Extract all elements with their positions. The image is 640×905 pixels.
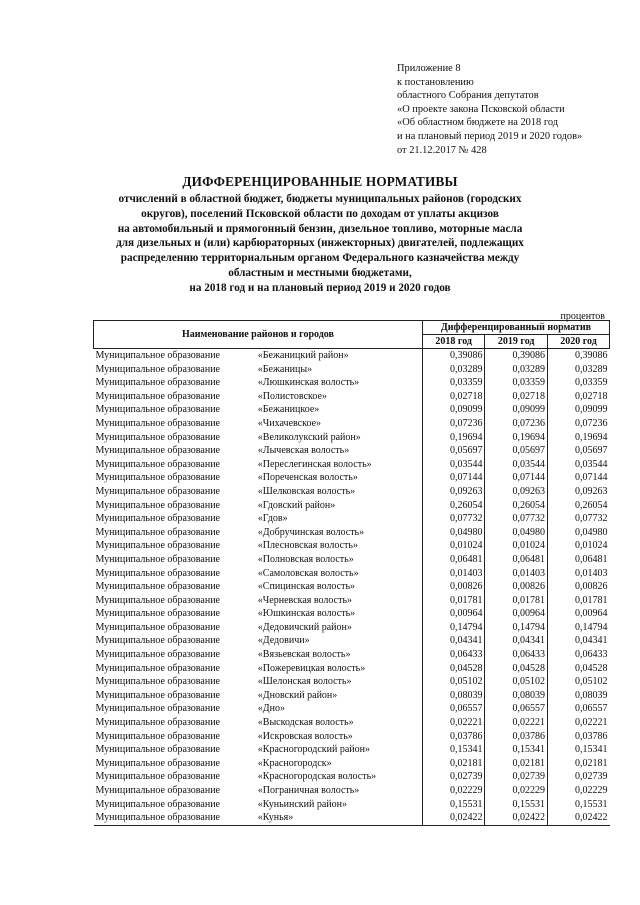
- value-2020-cell: 0,15531: [547, 798, 609, 812]
- value-2020-cell: 0,08039: [547, 689, 609, 703]
- value-2020-cell: 0,03359: [547, 376, 609, 390]
- value-2019-cell: 0,03289: [485, 363, 548, 377]
- value-2020-cell: 0,19694: [547, 431, 609, 445]
- region-name-cell: «Юшкинская волость»: [257, 608, 356, 620]
- annex-line: Приложение 8: [397, 63, 461, 74]
- units-label: процентов: [560, 311, 605, 322]
- org-prefix-cell: Муниципальное образование: [95, 377, 220, 389]
- subtitle-line: округов), поселений Псковской области по доходам от уплаты акцизов: [141, 207, 499, 220]
- region-name-cell: «Лычевская волость»: [257, 445, 350, 457]
- value-2019-cell: 0,05697: [485, 444, 548, 458]
- table-row: [94, 376, 610, 390]
- value-2020-cell: 0,07236: [547, 417, 609, 431]
- value-2020-cell: 0,01781: [547, 594, 609, 608]
- table-row: [94, 403, 610, 417]
- region-name-cell: «Куньинский район»: [257, 798, 347, 810]
- org-prefix-cell: Муниципальное образование: [95, 594, 220, 606]
- region-name-cell: «Плесновская волость»: [257, 540, 358, 552]
- table-row: [94, 580, 610, 594]
- column-header-group: Дифференцированный норматив: [422, 321, 609, 335]
- value-2018-cell: 0,26054: [422, 499, 485, 513]
- value-2018-cell: 0,15531: [422, 798, 485, 812]
- value-2020-cell: 0,07144: [547, 471, 609, 485]
- value-2018-cell: 0,02718: [422, 390, 485, 404]
- value-2018-cell: 0,04980: [422, 526, 485, 540]
- annex-line: от 21.12.2017 № 428: [397, 144, 487, 156]
- annex-line: к постановлению: [397, 76, 474, 88]
- value-2018-cell: 0,05697: [422, 444, 485, 458]
- table-row: [94, 770, 610, 784]
- org-prefix-cell: Муниципальное образование: [95, 485, 220, 497]
- region-name-cell: «Вязьевская волость»: [257, 649, 351, 661]
- value-2020-cell: 0,03289: [547, 363, 609, 377]
- column-header-name: Наименование районов и городов: [94, 321, 423, 349]
- org-prefix-cell: Муниципальное образование: [95, 404, 220, 416]
- value-2020-cell: 0,06557: [547, 702, 609, 716]
- value-2018-cell: 0,04341: [422, 634, 485, 648]
- value-2019-cell: 0,05102: [485, 675, 548, 689]
- region-name-cell: «Гдов»: [257, 513, 288, 525]
- org-prefix-cell: Муниципальное образование: [95, 363, 220, 375]
- table-row: [94, 390, 610, 404]
- value-2018-cell: 0,03786: [422, 730, 485, 744]
- org-prefix-cell: Муниципальное образование: [95, 499, 220, 511]
- value-2018-cell: 0,01024: [422, 539, 485, 553]
- org-prefix-cell: Муниципальное образование: [95, 621, 220, 633]
- table-row: [94, 594, 610, 608]
- table-row: [94, 539, 610, 553]
- table-row: [94, 784, 610, 798]
- region-name-cell: «Гдовский район»: [257, 499, 336, 511]
- value-2020-cell: 0,14794: [547, 621, 609, 635]
- org-prefix-cell: Муниципальное образование: [95, 676, 220, 688]
- org-prefix-cell: Муниципальное образование: [95, 798, 220, 810]
- region-name-cell: «Красногородская волость»: [257, 771, 377, 783]
- value-2019-cell: 0,09099: [485, 403, 548, 417]
- table-row: [94, 662, 610, 676]
- region-name-cell: «Искровская волость»: [257, 730, 353, 742]
- region-name-cell: «Бежаницкий район»: [257, 350, 349, 361]
- subtitle-line: отчислений в областной бюджет, бюджеты муниципальных районов (городских: [118, 193, 522, 205]
- annex-line: «О проекте закона Псковской области: [397, 103, 565, 115]
- region-name-cell: «Полистовское»: [257, 390, 327, 402]
- table-row: [94, 607, 610, 621]
- region-name-cell: «Дедовичи»: [257, 635, 310, 647]
- value-2018-cell: 0,06433: [422, 648, 485, 662]
- value-2019-cell: 0,39086: [485, 349, 548, 363]
- org-prefix-cell: Муниципальное образование: [95, 635, 220, 647]
- value-2020-cell: 0,02181: [547, 757, 609, 771]
- org-prefix-cell: Муниципальное образование: [95, 703, 220, 715]
- org-prefix-cell: Муниципальное образование: [95, 581, 220, 593]
- value-2019-cell: 0,03359: [485, 376, 548, 390]
- table-row: [94, 716, 610, 730]
- table-row: [94, 499, 610, 513]
- table-row: [94, 363, 610, 377]
- value-2018-cell: 0,14794: [422, 621, 485, 635]
- subtitle-line: на автомобильный и прямогонный бензин, дизельное топливо, моторные масла: [117, 222, 523, 235]
- org-prefix-cell: Муниципальное образование: [95, 445, 220, 457]
- org-prefix-cell: Муниципальное образование: [95, 689, 220, 701]
- value-2019-cell: 0,02739: [485, 770, 548, 784]
- value-2019-cell: 0,19694: [485, 431, 548, 445]
- value-2019-cell: 0,07732: [485, 512, 548, 526]
- region-name-cell: «Полновская волость»: [257, 553, 354, 565]
- org-prefix-cell: Муниципальное образование: [95, 417, 220, 429]
- value-2018-cell: 0,03544: [422, 458, 485, 472]
- value-2018-cell: 0,15341: [422, 743, 485, 757]
- document-title: ДИФФЕРЕНЦИРОВАННЫЕ НОРМАТИВЫ: [182, 174, 458, 189]
- table-row: [94, 512, 610, 526]
- value-2020-cell: 0,02718: [547, 390, 609, 404]
- normatives-table: [93, 320, 610, 826]
- value-2018-cell: 0,02739: [422, 770, 485, 784]
- value-2018-cell: 0,07236: [422, 417, 485, 431]
- value-2020-cell: 0,26054: [547, 499, 609, 513]
- table-row: [94, 648, 610, 662]
- org-prefix-cell: Муниципальное образование: [95, 608, 220, 620]
- table-row: [94, 567, 610, 581]
- region-name-cell: «Дновский район»: [257, 689, 338, 701]
- value-2019-cell: 0,06433: [485, 648, 548, 662]
- value-2019-cell: 0,04980: [485, 526, 548, 540]
- value-2018-cell: 0,08039: [422, 689, 485, 703]
- value-2020-cell: 0,39086: [547, 349, 609, 363]
- org-prefix-cell: Муниципальное образование: [95, 757, 220, 769]
- table-row: [94, 471, 610, 485]
- value-2019-cell: 0,02221: [485, 716, 548, 730]
- region-name-cell: «Шелонская волость»: [257, 676, 352, 688]
- value-2018-cell: 0,06557: [422, 702, 485, 716]
- value-2020-cell: 0,01024: [547, 539, 609, 553]
- value-2019-cell: 0,06481: [485, 553, 548, 567]
- org-prefix-cell: Муниципальное образование: [95, 662, 220, 674]
- table-row: [94, 798, 610, 812]
- value-2020-cell: 0,02739: [547, 770, 609, 784]
- value-2018-cell: 0,04528: [422, 662, 485, 676]
- region-name-cell: «Черневская волость»: [257, 594, 353, 606]
- value-2018-cell: 0,09099: [422, 403, 485, 417]
- value-2019-cell: 0,14794: [485, 621, 548, 635]
- value-2020-cell: 0,06433: [547, 648, 609, 662]
- value-2020-cell: 0,15341: [547, 743, 609, 757]
- region-name-cell: «Кунья»: [258, 811, 423, 825]
- region-name-cell: «Красногородск»: [257, 757, 332, 769]
- value-2018-cell: 0,39086: [422, 349, 485, 363]
- table-row: [94, 743, 610, 757]
- value-2020-cell: 0,04980: [547, 526, 609, 540]
- value-2019-cell: 0,03786: [485, 730, 548, 744]
- org-prefix-cell: Муниципальное образование: [95, 771, 220, 783]
- org-prefix-cell: Муниципальное образование: [95, 730, 220, 742]
- value-2018-cell: 0,06481: [422, 553, 485, 567]
- value-2020-cell: 0,00826: [547, 580, 609, 594]
- org-prefix-cell: Муниципальное образование: [94, 811, 258, 825]
- value-2020-cell: 0,02229: [547, 784, 609, 798]
- org-prefix-cell: Муниципальное образование: [95, 350, 220, 361]
- org-prefix-cell: Муниципальное образование: [95, 649, 220, 661]
- annex-line: областного Собрания депутатов: [397, 90, 539, 102]
- value-2020-cell: 0,05102: [547, 675, 609, 689]
- column-header-2020: 2020 год: [547, 335, 609, 349]
- table-row: [94, 730, 610, 744]
- org-prefix-cell: Муниципальное образование: [95, 431, 220, 443]
- region-name-cell: «Пожеревицкая волость»: [257, 662, 366, 674]
- subtitle-line: на 2018 год и на плановый период 2019 и 2020 годов: [189, 281, 451, 294]
- org-prefix-cell: Муниципальное образование: [95, 390, 220, 402]
- table-row: [94, 553, 610, 567]
- value-2019-cell: 0,00826: [485, 580, 548, 594]
- org-prefix-cell: Муниципальное образование: [95, 513, 220, 525]
- value-2018-cell: 0,19694: [422, 431, 485, 445]
- value-2018-cell: 0,09263: [422, 485, 485, 499]
- org-prefix-cell: Муниципальное образование: [95, 717, 220, 729]
- org-prefix-cell: Муниципальное образование: [95, 553, 220, 565]
- value-2018-cell: 0,05102: [422, 675, 485, 689]
- value-2018-cell: 0,07732: [422, 512, 485, 526]
- value-2019-cell: 0,02181: [485, 757, 548, 771]
- annex-line: «Об областном бюджете на 2018 год: [397, 117, 559, 129]
- value-2020-cell: 0,09099: [547, 403, 609, 417]
- table-row: [94, 675, 610, 689]
- table-row: [94, 349, 610, 363]
- org-prefix-cell: Муниципальное образование: [95, 472, 220, 484]
- value-2019-cell: 0,26054: [485, 499, 548, 513]
- value-2020-cell: 0,09263: [547, 485, 609, 499]
- value-2020-cell: 0,00964: [547, 607, 609, 621]
- region-name-cell: «Великолукский район»: [257, 431, 361, 443]
- org-prefix-cell: Муниципальное образование: [95, 458, 220, 470]
- table-row: [94, 485, 610, 499]
- value-2019-cell: 0,04341: [485, 634, 548, 648]
- org-prefix-cell: Муниципальное образование: [95, 567, 220, 579]
- value-2018-cell: 0,07144: [422, 471, 485, 485]
- table-row: [94, 702, 610, 716]
- value-2020-cell: 0,04341: [547, 634, 609, 648]
- value-2020-cell: 0,03544: [547, 458, 609, 472]
- org-prefix-cell: Муниципальное образование: [95, 526, 220, 538]
- value-2018-cell: 0,02221: [422, 716, 485, 730]
- table-row: [94, 431, 610, 445]
- value-2019-cell: 0,09263: [485, 485, 548, 499]
- table-row: [94, 689, 610, 703]
- value-2020-cell: 0,07732: [547, 512, 609, 526]
- value-2020-cell: 0,02422: [547, 811, 609, 825]
- value-2018-cell: 0,03289: [422, 363, 485, 377]
- annex-line: и на плановый период 2019 и 2020 годов»: [397, 130, 583, 142]
- value-2018-cell: 0,02181: [422, 757, 485, 771]
- region-name-cell: «Чихачевское»: [257, 417, 322, 429]
- region-name-cell: «Бежаницкое»: [257, 404, 320, 416]
- value-2020-cell: 0,04528: [547, 662, 609, 676]
- value-2018-cell: 0,00826: [422, 580, 485, 594]
- value-2019-cell: 0,08039: [485, 689, 548, 703]
- column-header-2019: 2019 год: [485, 335, 548, 349]
- region-name-cell: «Добручинская волость»: [257, 526, 365, 538]
- value-2019-cell: 0,06557: [485, 702, 548, 716]
- subtitle-line: для дизельных и (или) карбюраторных (инжекторных) двигателей, подлежащих: [116, 237, 524, 250]
- region-name-cell: «Пореченская волость»: [257, 472, 358, 484]
- value-2019-cell: 0,07144: [485, 471, 548, 485]
- value-2018-cell: 0,02422: [422, 811, 485, 825]
- value-2018-cell: 0,01781: [422, 594, 485, 608]
- table-row: [94, 458, 610, 472]
- org-prefix-cell: Муниципальное образование: [95, 744, 220, 756]
- value-2019-cell: 0,01024: [485, 539, 548, 553]
- value-2019-cell: 0,01403: [485, 567, 548, 581]
- org-prefix-cell: Муниципальное образование: [95, 785, 220, 796]
- region-name-cell: «Шелковская волость»: [257, 485, 356, 497]
- region-name-cell: «Бежаницы»: [257, 363, 313, 375]
- value-2019-cell: 0,01781: [485, 594, 548, 608]
- value-2020-cell: 0,01403: [547, 567, 609, 581]
- value-2018-cell: 0,03359: [422, 376, 485, 390]
- region-name-cell: «Пограничная волость»: [257, 785, 360, 796]
- subtitle-line: областным и местными бюджетами,: [228, 266, 412, 279]
- value-2020-cell: 0,05697: [547, 444, 609, 458]
- table-row: [94, 526, 610, 540]
- annex-block: [397, 62, 582, 157]
- column-header-2018: 2018 год: [422, 335, 485, 349]
- table-row: [94, 621, 610, 635]
- value-2020-cell: 0,06481: [547, 553, 609, 567]
- region-name-cell: «Дедовичский район»: [257, 621, 352, 633]
- value-2019-cell: 0,02422: [485, 811, 548, 825]
- value-2019-cell: 0,02718: [485, 390, 548, 404]
- value-2019-cell: 0,15531: [485, 798, 548, 812]
- table-row: [94, 757, 610, 771]
- table-row: [94, 811, 610, 825]
- table-row: [94, 634, 610, 648]
- value-2019-cell: 0,00964: [485, 607, 548, 621]
- region-name-cell: «Спицинская волость»: [257, 581, 356, 593]
- value-2019-cell: 0,04528: [485, 662, 548, 676]
- table-row: [94, 417, 610, 431]
- document-subtitle: [100, 192, 540, 296]
- region-name-cell: «Красногородский район»: [257, 744, 370, 756]
- region-name-cell: «Выскодская волость»: [257, 717, 354, 729]
- subtitle-line: распределению территориальным органом Федерального казначейства между: [120, 252, 520, 265]
- value-2019-cell: 0,03544: [485, 458, 548, 472]
- value-2018-cell: 0,00964: [422, 607, 485, 621]
- value-2018-cell: 0,01403: [422, 567, 485, 581]
- value-2020-cell: 0,02221: [547, 716, 609, 730]
- region-name-cell: «Самоловская волость»: [257, 567, 359, 579]
- table-row: [94, 444, 610, 458]
- value-2018-cell: 0,02229: [422, 784, 485, 798]
- region-name-cell: «Переслегинская волость»: [257, 458, 372, 470]
- value-2019-cell: 0,07236: [485, 417, 548, 431]
- table-body: [94, 349, 610, 826]
- value-2020-cell: 0,03786: [547, 730, 609, 744]
- region-name-cell: «Люшкинская волость»: [257, 377, 360, 389]
- org-prefix-cell: Муниципальное образование: [95, 540, 220, 552]
- value-2019-cell: 0,15341: [485, 743, 548, 757]
- region-name-cell: «Дно»: [257, 703, 285, 715]
- value-2019-cell: 0,02229: [485, 784, 548, 798]
